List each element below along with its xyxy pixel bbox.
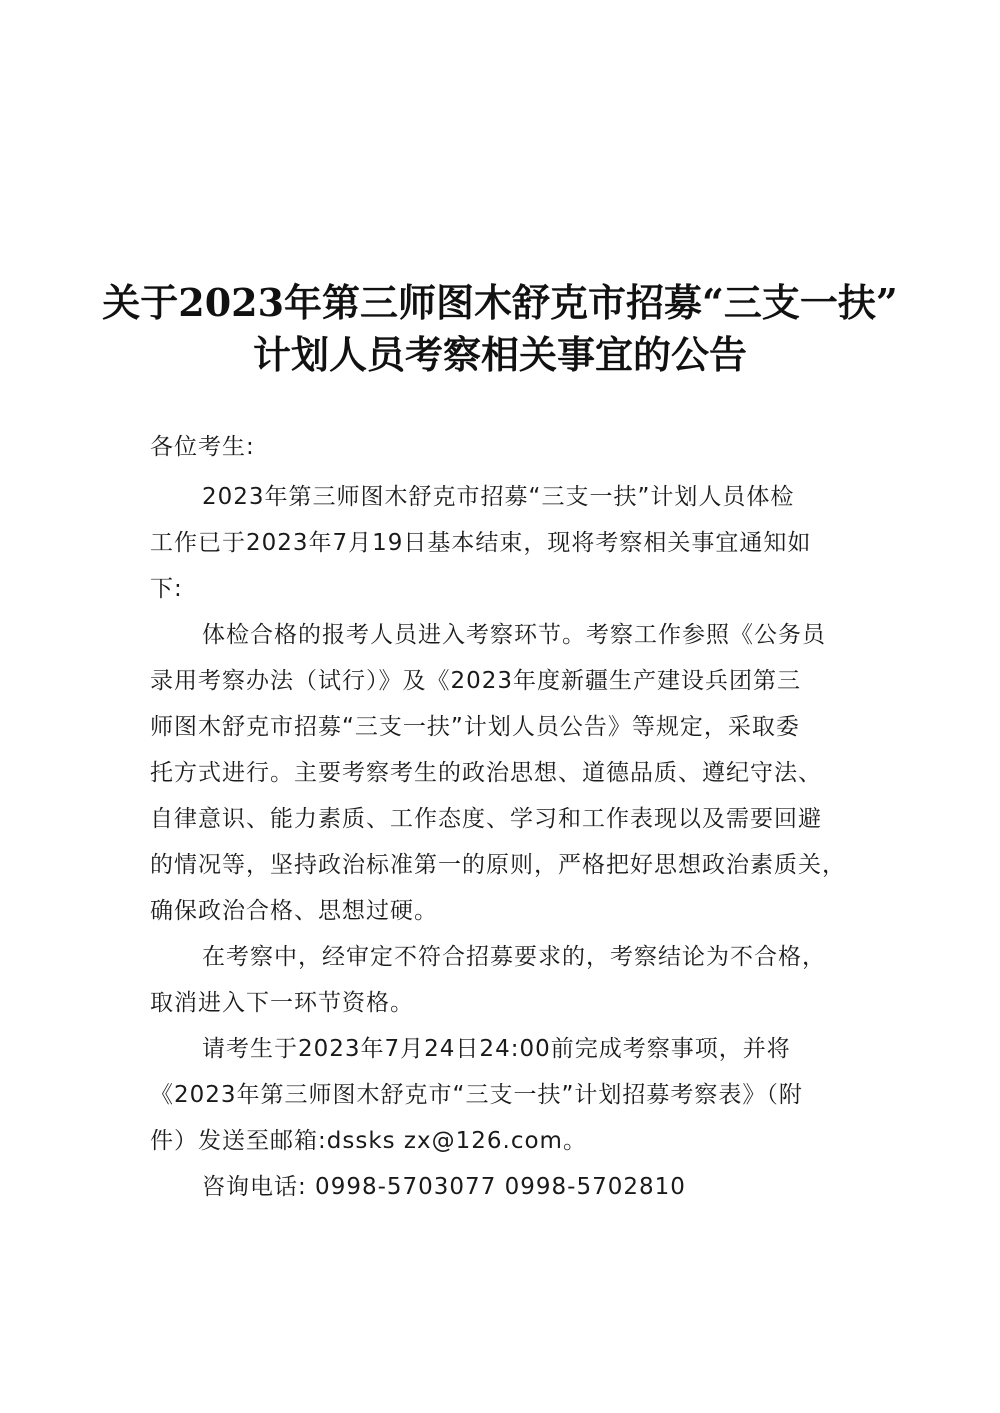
paragraph-4-line-2: 《2023年第三师图木舒克市“三支一扶”计划招募考察表》（附 (150, 1082, 803, 1108)
document-body (150, 0, 875, 1413)
paragraph-2-line-6: 的情况等，坚持政治标准第一的原则，严格把好思想政治素质关， (150, 852, 846, 878)
paragraph-2-line-1: 体检合格的报考人员进入考察环节。考察工作参照《公务员 (202, 622, 826, 648)
paragraph-3-line-2: 取消进入下一环节资格。 (150, 990, 414, 1016)
contact-phone: 咨询电话: 0998-5703077 0998-5702810 (202, 1174, 686, 1200)
salutation: 各位考生: (150, 434, 255, 460)
paragraph-2-line-2: 录用考察办法（试行）》及《2023年度新疆生产建设兵团第三 (150, 668, 802, 694)
paragraph-1-line-2: 工作已于2023年7月19日基本结束，现将考察相关事宜通知如 (150, 530, 812, 556)
paragraph-1-line-1: 2023年第三师图木舒克市招募“三支一扶”计划人员体检 (202, 484, 795, 510)
paragraph-2-line-3: 师图木舒克市招募“三支一扶”计划人员公告》等规定，采取委 (150, 714, 800, 740)
paragraph-1-line-3: 下: (150, 576, 183, 602)
document-title-line-1: 关于2023年第三师图木舒克市招募“三支一扶” (102, 280, 898, 325)
document-title-line-2: 计划人员考察相关事宜的公告 (252, 332, 747, 377)
paragraph-4-line-1: 请考生于2023年7月24日24:00前完成考察事项，并将 (202, 1036, 791, 1062)
paragraph-2-line-4: 托方式进行。主要考察考生的政治思想、道德品质、遵纪守法、 (150, 760, 822, 786)
paragraph-2-line-7: 确保政治合格、思想过硬。 (150, 898, 438, 924)
paragraph-4-line-3: 件）发送至邮箱:dssks zx@126.com。 (150, 1128, 587, 1154)
paragraph-3-line-1: 在考察中，经审定不符合招募要求的，考察结论为不合格， (202, 944, 826, 970)
paragraph-2-line-5: 自律意识、能力素质、工作态度、学习和工作表现以及需要回避 (150, 806, 822, 832)
